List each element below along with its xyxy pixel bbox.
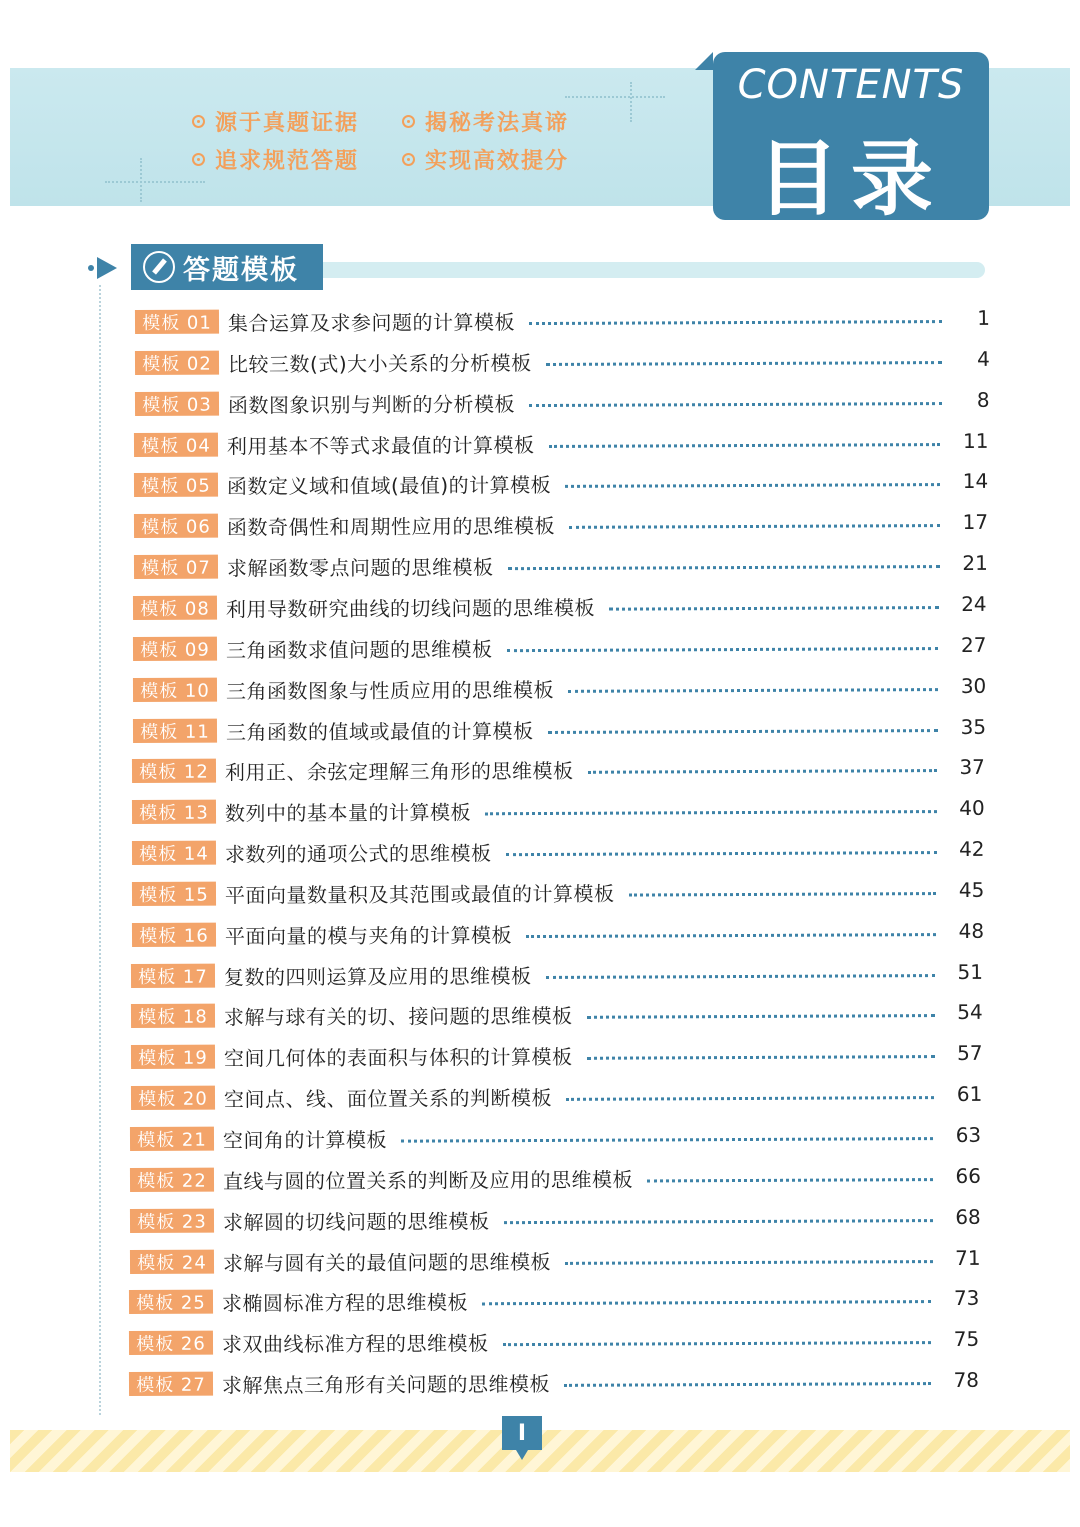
dot-leader	[506, 851, 937, 856]
toc-entry[interactable]	[132, 875, 984, 909]
toc-entry[interactable]	[134, 507, 988, 541]
entry-title: 求解焦点三角形有关问题的思维模板	[221, 1371, 551, 1398]
page-number: 73	[954, 1286, 980, 1311]
entry-title: 空间几何体的表面积与体积的计算模板	[223, 1044, 573, 1071]
page-number: 42	[958, 836, 985, 862]
toc-entry[interactable]	[132, 793, 985, 827]
left-guide-line	[99, 285, 101, 1415]
template-tag: 模板 23	[130, 1208, 214, 1232]
dot-leader	[507, 646, 939, 651]
slogan-text: 揭秘考法真谛	[425, 111, 570, 136]
slogan	[192, 106, 359, 137]
toc-entry[interactable]	[135, 344, 990, 378]
page-number: 37	[959, 755, 986, 780]
toc-entry[interactable]	[131, 916, 983, 950]
dot-leader	[482, 1300, 931, 1305]
toc-entry[interactable]	[131, 1038, 983, 1072]
template-tag: 模板 15	[132, 881, 216, 905]
target-bullet-icon	[192, 153, 205, 166]
toc-entry[interactable]	[129, 1365, 979, 1399]
toc-entry[interactable]	[135, 303, 990, 337]
page-number: 78	[953, 1367, 980, 1393]
template-tag: 模板 04	[134, 432, 218, 456]
page-number: 11	[963, 428, 989, 453]
page-number: 4	[976, 346, 990, 371]
template-tag: 模板 02	[135, 350, 219, 374]
toc-entry[interactable]	[134, 385, 989, 419]
page-number: 35	[960, 714, 986, 739]
dot-leader	[547, 728, 938, 733]
template-tag: 模板 11	[133, 718, 217, 742]
template-tag: 模板 09	[133, 636, 217, 660]
entry-title: 求数列的通项公式的思维模板	[224, 840, 492, 867]
page-number: 54	[957, 1000, 983, 1025]
toc-entry[interactable]	[133, 630, 987, 664]
dot-leader	[545, 360, 941, 365]
template-tag: 模板 20	[131, 1086, 215, 1110]
page-number: 63	[955, 1122, 982, 1147]
page-number: 51	[957, 959, 984, 984]
dot-leader	[587, 1014, 935, 1019]
entry-title: 函数图象识别与判断的分析模板	[227, 391, 515, 417]
entry-title: 求椭圆标准方程的思维模板	[222, 1290, 469, 1316]
dot-leader	[507, 565, 939, 570]
dot-leader	[564, 1382, 931, 1387]
dot-leader	[568, 687, 938, 692]
template-tag: 模板 06	[134, 514, 218, 538]
template-tag: 模板 25	[129, 1290, 213, 1314]
dot-leader	[401, 1137, 933, 1143]
decorative-dash-line	[565, 96, 665, 98]
dot-leader	[546, 973, 935, 978]
template-tag: 模板 22	[130, 1167, 214, 1191]
entry-title: 利用基本不等式求最值的计算模板	[227, 432, 535, 458]
arrow-dot-icon	[88, 265, 94, 271]
page-number: 17	[962, 510, 988, 535]
page-number: 71	[954, 1245, 981, 1270]
pencil-icon	[143, 251, 175, 283]
toc-entry[interactable]	[134, 548, 988, 582]
toc-entry[interactable]	[133, 670, 986, 704]
page-number: 21	[961, 550, 988, 576]
section-title-text: 答题模板	[183, 254, 299, 286]
entry-title: 三角函数图象与性质应用的思维模板	[225, 677, 554, 703]
template-tag: 模板 07	[134, 555, 218, 579]
target-bullet-icon	[192, 115, 205, 128]
dot-leader	[503, 1218, 932, 1223]
template-tag: 模板 19	[131, 1045, 215, 1069]
contents-chinese-title: 目录	[756, 132, 945, 227]
template-tag: 模板 21	[130, 1127, 214, 1151]
toc-entry[interactable]	[131, 956, 983, 990]
dot-leader	[565, 483, 940, 488]
toc-entry[interactable]	[134, 466, 988, 500]
page-marker: I	[502, 1416, 542, 1450]
page-number: 8	[976, 387, 990, 412]
decorative-dash-line	[140, 158, 142, 202]
entry-title: 数列中的基本量的计算模板	[225, 800, 472, 826]
dot-leader	[485, 810, 937, 815]
template-tag: 模板 16	[131, 922, 215, 946]
slogan	[192, 144, 359, 175]
dot-leader	[647, 1177, 933, 1181]
entry-title: 函数奇偶性和周期性应用的思维模板	[226, 513, 555, 540]
target-bullet-icon	[402, 153, 415, 166]
entry-title: 平面向量的模与夹角的计算模板	[224, 922, 512, 948]
page-number: 14	[962, 469, 989, 494]
template-tag: 模板 18	[131, 1004, 215, 1028]
page-number: 24	[961, 591, 988, 616]
play-arrow-icon	[97, 257, 117, 279]
template-tag: 模板 24	[130, 1249, 214, 1273]
decorative-dash-line	[630, 82, 632, 122]
dot-leader	[586, 1055, 934, 1060]
page-number: 61	[956, 1081, 983, 1107]
toc-entry[interactable]	[130, 1242, 981, 1276]
entry-title: 比较三数(式)大小关系的分析模板	[227, 350, 532, 376]
dot-leader	[526, 932, 936, 937]
template-tag: 模板 14	[132, 841, 216, 865]
template-tag: 模板 17	[131, 963, 215, 987]
toc-entry[interactable]	[131, 1079, 982, 1113]
target-bullet-icon	[402, 115, 415, 128]
dot-leader	[549, 442, 941, 447]
toc-entry[interactable]	[133, 711, 986, 745]
template-tag: 模板 13	[132, 800, 216, 824]
dot-leader	[628, 891, 936, 896]
contents-english-title: CONTENTS	[737, 62, 965, 108]
page-number: 30	[960, 673, 987, 698]
dot-leader	[566, 1096, 934, 1101]
toc-entry[interactable]	[133, 589, 987, 623]
slogan	[402, 106, 569, 137]
entry-title: 复数的四则运算及应用的思维模板	[224, 963, 532, 989]
page-number: 27	[961, 632, 987, 657]
entry-title: 求双曲线标准方程的思维模板	[222, 1330, 489, 1357]
entry-title: 求解函数零点问题的思维模板	[226, 554, 494, 581]
entry-title: 三角函数的值域或最值的计算模板	[225, 718, 534, 744]
entry-title: 利用正、余弦定理解三角形的思维模板	[225, 758, 575, 785]
dot-leader	[565, 1259, 933, 1264]
entry-title: 函数定义域和值域(最值)的计算模板	[227, 472, 552, 499]
template-tag: 模板 08	[133, 596, 217, 620]
dot-leader	[588, 769, 937, 774]
entry-title: 三角函数求值问题的思维模板	[226, 636, 493, 662]
slogan-text: 实现高效提分	[425, 149, 570, 174]
entry-title: 空间角的计算模板	[223, 1127, 388, 1153]
section-title	[131, 244, 323, 290]
toc-entry[interactable]	[129, 1324, 979, 1358]
entry-title: 平面向量数量积及其范围或最值的计算模板	[224, 881, 615, 907]
dot-leader	[529, 401, 942, 406]
template-tag: 模板 10	[133, 677, 217, 701]
entry-title: 利用导数研究曲线的切线问题的思维模板	[226, 595, 596, 621]
toc-entry[interactable]	[132, 834, 985, 868]
slogan	[402, 144, 569, 175]
dot-leader	[609, 606, 939, 611]
toc-entry[interactable]	[130, 1161, 981, 1195]
page-number: 45	[958, 877, 985, 902]
template-tag: 模板 26	[129, 1331, 213, 1355]
page-number: 68	[955, 1204, 981, 1229]
entry-title: 直线与圆的位置关系的判断及应用的思维模板	[223, 1166, 634, 1193]
dot-leader	[529, 320, 942, 325]
toc-entry[interactable]	[134, 425, 989, 459]
page-number: 66	[955, 1163, 982, 1188]
entry-title: 求解与球有关的切、接问题的思维模板	[224, 1003, 573, 1030]
template-tag: 模板 27	[129, 1372, 213, 1396]
template-tag: 模板 05	[134, 473, 218, 497]
entry-title: 集合运算及求参问题的计算模板	[227, 309, 516, 336]
page-number: 40	[959, 796, 985, 821]
slogan-text: 追求规范答题	[215, 149, 360, 174]
dot-leader	[569, 524, 940, 529]
slogan-text: 源于真题证据	[215, 111, 360, 136]
page-number: 57	[956, 1041, 983, 1066]
page-number: 48	[958, 918, 984, 943]
template-tag: 模板 12	[132, 759, 216, 783]
decorative-dash-line	[105, 181, 205, 183]
toc-entry[interactable]	[132, 752, 985, 786]
template-tag: 模板 01	[135, 310, 219, 334]
toc-entry[interactable]	[129, 1283, 980, 1317]
contents-title-box	[713, 52, 989, 227]
page-number: 1	[977, 305, 991, 330]
dot-leader	[503, 1341, 932, 1346]
entry-title: 求解与圆有关的最值问题的思维模板	[222, 1248, 551, 1275]
toc-entry[interactable]	[130, 1202, 981, 1236]
toc-entry[interactable]	[130, 1120, 981, 1154]
entry-title: 空间点、线、面位置关系的判断模板	[223, 1085, 552, 1112]
toc-entry[interactable]	[131, 997, 983, 1031]
template-tag: 模板 03	[134, 391, 218, 415]
page-number: 75	[953, 1327, 980, 1352]
entry-title: 求解圆的切线问题的思维模板	[222, 1208, 490, 1234]
